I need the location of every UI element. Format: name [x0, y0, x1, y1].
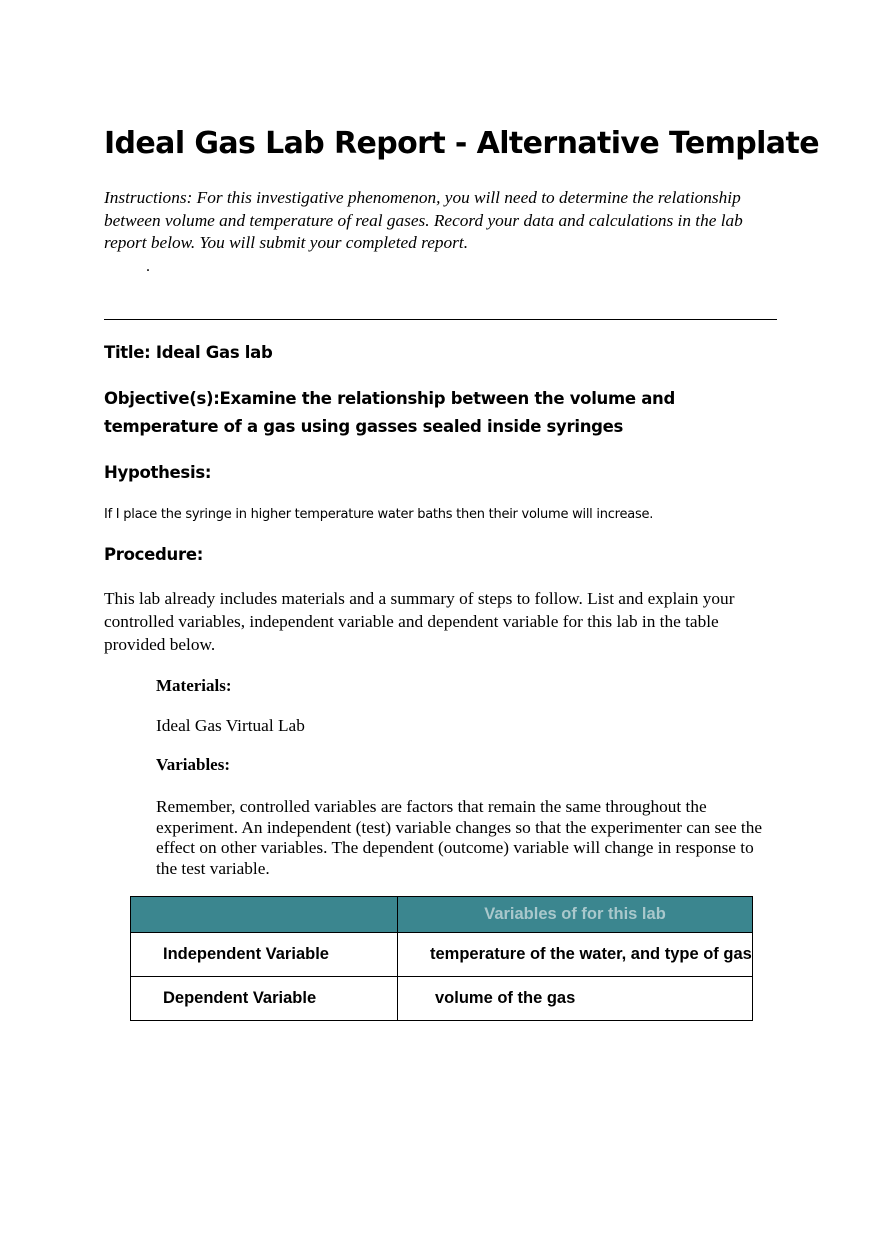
table-header-cell-variables: Variables of for this lab	[398, 897, 753, 933]
table-cell-dependent-value: volume of the gas	[398, 977, 753, 1021]
table-cell-dependent-label: Dependent Variable	[131, 977, 398, 1021]
objective-heading: Objective(s):Examine the relationship between the volume and temperature of a gas using gasses sealed inside syringes	[104, 389, 676, 436]
hypothesis-heading: Hypothesis:	[104, 463, 212, 482]
instructions-paragraph: Instructions: For this investigative phenomenon, you will need to determine the relationship between volume and temperature of real gases. Record your data and calculations in the lab report below. You will submit your completed report.	[104, 188, 743, 252]
table-header-row	[131, 897, 753, 933]
materials-text: Ideal Gas Virtual Lab	[156, 716, 305, 735]
hypothesis-text: If I place the syringe in higher temperature water baths then their volume will increase.	[104, 507, 654, 522]
stray-dot: .	[146, 258, 150, 275]
table-cell-independent-label: Independent Variable	[131, 933, 398, 977]
variables-paragraph: Remember, controlled variables are factors that remain the same throughout the experiment. An independent (test) variable changes so that the experimenter can see the effect on other variables. The dependent (outcome) variable will change in response to the test variable.	[156, 797, 763, 878]
horizontal-divider	[104, 319, 777, 320]
report-title-heading: Title: Ideal Gas lab	[104, 343, 273, 362]
table-row	[131, 977, 753, 1021]
procedure-paragraph: This lab already includes materials and a summary of steps to follow. List and explain your controlled variables, independent variable and dependent variable for this lab in the table provided below.	[104, 589, 735, 654]
table-cell-independent-value: temperature of the water, and type of gas	[398, 933, 753, 977]
table-row	[131, 933, 753, 977]
variables-table	[130, 896, 753, 1021]
table-header-cell-empty	[131, 897, 398, 933]
document-title: Ideal Gas Lab Report - Alternative Template	[104, 126, 819, 161]
materials-heading: Materials:	[156, 676, 232, 695]
variables-heading: Variables:	[156, 755, 230, 774]
procedure-heading: Procedure:	[104, 545, 204, 564]
